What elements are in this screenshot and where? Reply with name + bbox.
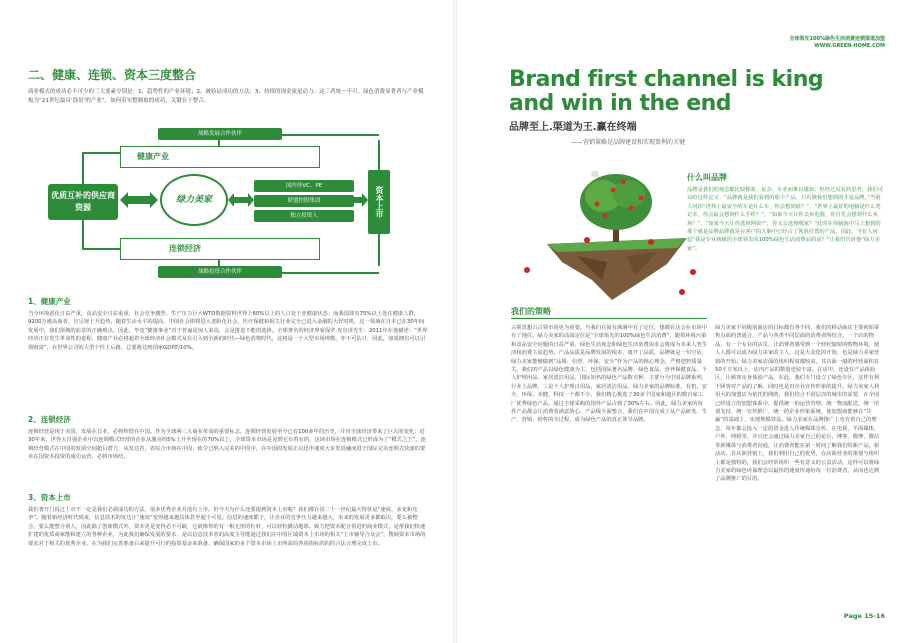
arrow-right-icon — [354, 190, 368, 210]
double-arrow-icon — [228, 190, 254, 210]
section-heading: 二、健康、连锁、资本三度整合 — [28, 68, 197, 82]
health-industry-heading: 1、健康产业 — [28, 297, 71, 306]
heading-rule — [511, 318, 707, 319]
capital-sources-list — [254, 180, 354, 225]
english-title: Brand first channel is king and win in the end — [509, 67, 824, 116]
strategy-column-2: 绿力美家不同级别商店的目标都有各不同，我们的移动商店主要初始零售点面的普通合，产品与各类不同层面的消费者所结合。一个店的物品，有一个专业的店员，让消费者感受到一个轻松愉快的购物环境，使人人都可以成为绿力美家的主人，这是大众化的开始，也是绿力美家营销的开始。绿力美家店面的组织程度都较高，其店面一般的经营面积在50平方米以上，店内产品的数量也较丰富。在店中，还设有产品体验区，让顾客亲身体验产品，在此，我们专门设立了绿色专区，这样有利于顾客对产品的了解，同时也是对企业宣传形象的提升。绿力美家人利用大的加盟店为依托的网络，我们结合不同层次的城市的需要，在全国已经设立的加盟体系中，提供统一的运营管理，统一物流配送，统一培训支持，统一宣传推广，统一的企业形象系统，使加盟商能够在“共赢”的基础上，实现规模效益。绿力美家在品牌推广上也有着自己的理念，每年都会投入一定的资金进入传统媒体宣传，在电视，平面媒体，户外，网络等，并且还会通过绿力美家自己的论坛，博客，微博，微信等新媒体与消费者沟通，让消费者能在第一时间了解我们的新产品，新活动。在店面营销上，我们利用自己的优势，在店面营业的策划与组织上都是独特的，我们会经常组织一些有意义的公益活动，这样可以将绿力美家的绿色环保理念以最快的速度传递给每一位消费者，从而也达到了品牌推广的目的。 — [715, 325, 880, 483]
integration-diagram — [28, 126, 428, 280]
double-arrow-icon — [120, 190, 158, 210]
connector-line — [82, 248, 120, 250]
what-is-brand-text: 品牌是我们的观念都比较独象、复杂、专业而难以感知；但经过反复的思考，我们可以给这样定义：“品牌就是我们看到的那个产品，只有被我们想到的才是品牌。”当别人问你“世界上最安全的车是什么车，你会想到谁？”，“世界上最好的电脑是什么笔记本，你会最会想到什么手机？”，“如果今天让你去卖电器，你首先会想到什么卖场？”，“如果今天让你选择网资产，你又会选择哪家？”此时在你脑海中马上想到的那个就是品牌品牌就是在客户的大脑中已经占了领准位置的产品。因此，当有人问起“我是专业初级的全球领先的100%绿色生活消费品的话？”让我们告诉他“绿力美家”。 — [687, 187, 883, 252]
chain-economy-box: 连锁经济 — [120, 238, 320, 260]
brand-logo-text: 绿力美家 — [175, 195, 212, 205]
capital-source-item: 联盟控股集团 — [254, 195, 354, 207]
our-strategy-heading: 我们的策略 — [511, 307, 551, 316]
page-number: Page 15-16 — [843, 612, 885, 620]
supplier-resource-box: 优质互补的供应商资源 — [48, 184, 118, 220]
chain-economy-heading: 2、连锁经济 — [28, 415, 71, 424]
brand-logo-emblem — [160, 174, 228, 226]
connector-line — [282, 272, 379, 274]
capital-source-item: 国内外VC、PE — [254, 180, 354, 192]
what-is-brand-heading: 什么叫品牌 — [687, 173, 727, 182]
chinese-title: 品牌至上.渠道为王.赢在终端 — [509, 122, 637, 133]
strategic-invest-partner-bar: 战略投资合作伙伴 — [158, 266, 282, 278]
capital-listing-text: 我们著开门说过上市不一定是我们必须成功的方法，很多优秀企业并没有上市。但今天为什么还要提到资本上市呢？我们都在同二十一世纪最大特征是“速度、多变和竞争”。随着新经济时代到来，信息技术的发达让“速度”变得越来越具体甚至超于可见。信息的速度都于，让企业的竞争压力越来越大，未来的发展更多都取决，要么被整合，要么能整合别人，因此除了创新模式外，资本更是变得必不可缺，它就像你的有一根无形的杠杆，可以轻松撬动地球。致力把资本配合着进的商业模式，是帮我们快速扩建的优质商家能和建立的各种企业，为此我们确保发展的要求，是以信息技术者的高度主导能通过我们在中国区域资本上市场的相关“上市辅导合众会”，搜商资本市场的要求对于相关的优秀企业，在为我们完善准备后来提升可行的投资基金来准备，确保国家的多个资本市场上市所需的各项指标的的的合法合理完成上市。 — [28, 507, 426, 547]
connector-line — [378, 234, 380, 266]
connector-line — [82, 152, 84, 184]
site-url: WWW.GREEN-HOME.COM — [814, 43, 885, 49]
capital-listing-box: 资本上市 — [368, 170, 390, 234]
strategy-column-1: 占领思想占占领市场更为重要。当我们在简有满满中有了定位，想都在这会在市场中有了地位。绿力美家的高端定位是“全球领先的100%绿色生活消费”，随着环境污染和食品安全问题的日益严重，绿色生活观念和绿色生活消费需求会将成为未来人类生活和消费主流趋势。产品品质是品牌发展的根本，离开了品质，品牌就是一句空话，绿力美家能够做到“品质、信誉、环保、安全”作为产品的核心理念，严格把控质量关。我们的产品以绿色健康为主，包括国际著名品牌、绿色食品、营养保健食品、个人护理用品、家居清洁用品，国际知名的绿色产品数百种，主要分为中国品牌系列，行业上品牌，三是个人护理日用品，家居清洁用品。绿力美家的品牌标准，有机，安全，环保，美健，科技一个都不少，我们精心挑选了30多个国家和地区的数百家工厂优秀绿色产品，通过全球采购的国外产品占到了30%左右。因此，绿力美家的每件产品都会让消费者满意放心。产品线全面整合，我们在中国完成了从产品研发、生产、营销、销售的全过程，成为绿色产品的真正领导品牌。 — [511, 325, 707, 424]
health-industry-box: 健康产业 — [120, 146, 320, 168]
connector-line — [378, 140, 380, 170]
site-slogan: 全球领先100%绿色生活消费连锁渠道加盟 — [789, 36, 885, 42]
connector-line — [82, 152, 120, 154]
capital-source-item: 独立投资人 — [254, 210, 354, 222]
capital-listing-heading: 3、资本上市 — [28, 493, 71, 502]
health-industry-text: 当今环境恶化日益严重，食品安全日益重重，社会竞争激烈、生产压力巨大WTO数据资料世界上60%以上的人口处于亚健康状态；而我国却有75%以上处在健康人群，9200万被高血者，且呈现上升趋势。随着生活水平的提高，中国社会即将进入老龄化社会，医疗保健和相关行业完全已进入金融的大好时机，这一领域在日本已在30年间发展中，我们预期的前景的正确观点。因此，毕竟“健康事业”对于普遍是惊人来说，会是推进不能的选择。全球著名的经济界家保罗·皮尔泽先生：2011年在他描述：“世界经济正在发生革命性的进程，健康产业必将超着全球经济社会模式及在引入到全新的时代—绿色消费时代，这将是一个大型市场规模，亦不可估计，因此，如果拥有可以引领财富”，在世界公司的大型个性上后路，总要将达到国家GDP的10%。 — [28, 311, 428, 351]
connector-line — [282, 134, 379, 136]
connector-line — [82, 220, 84, 250]
intro-paragraph: 商业模式的成功必不可少的三大要素分别是：1、趋势性的产业环境；2、被验证成功的方法；3、持续的现金流更动力。这三者统一不可。绿色消费显著者与产业模板为“21世纪最具‘钱景’的产业”，如何着实整制取的成功，关键在于整合。 — [28, 89, 424, 104]
chain-economy-text: 连锁经营是现于美国，发展在日本，必将辉煌在中国。作为全球两三大商业革命的重要标志，连锁经营发展至今已有100多年的历史，并对全球经济带来了巨大的变化；近30年来，世界五百强企业中以连锁模式经营的企业从激亮的5%上升至现在的70%以上，全球资本市场是见到它有着有的，这场市场在连锁模式已形成为了“模式之王”。连锁经营模式在中国的发展空间超目潜力，从发达省、省综合市场在中国，政令已纳入完美的中国中，在中国的发展正以迅申速度大步发进融而进于国际完美连锁式快速的要求在国资本投资的成功运营，必将市场结。 — [28, 429, 426, 461]
site-banner — [790, 36, 885, 50]
strategic-dev-partner-bar: 战略发展合作伙伴 — [158, 128, 282, 140]
chinese-subtitle: ——营销策略是品牌建设和实现盈利的关键 — [571, 139, 686, 146]
right-page — [455, 0, 909, 643]
